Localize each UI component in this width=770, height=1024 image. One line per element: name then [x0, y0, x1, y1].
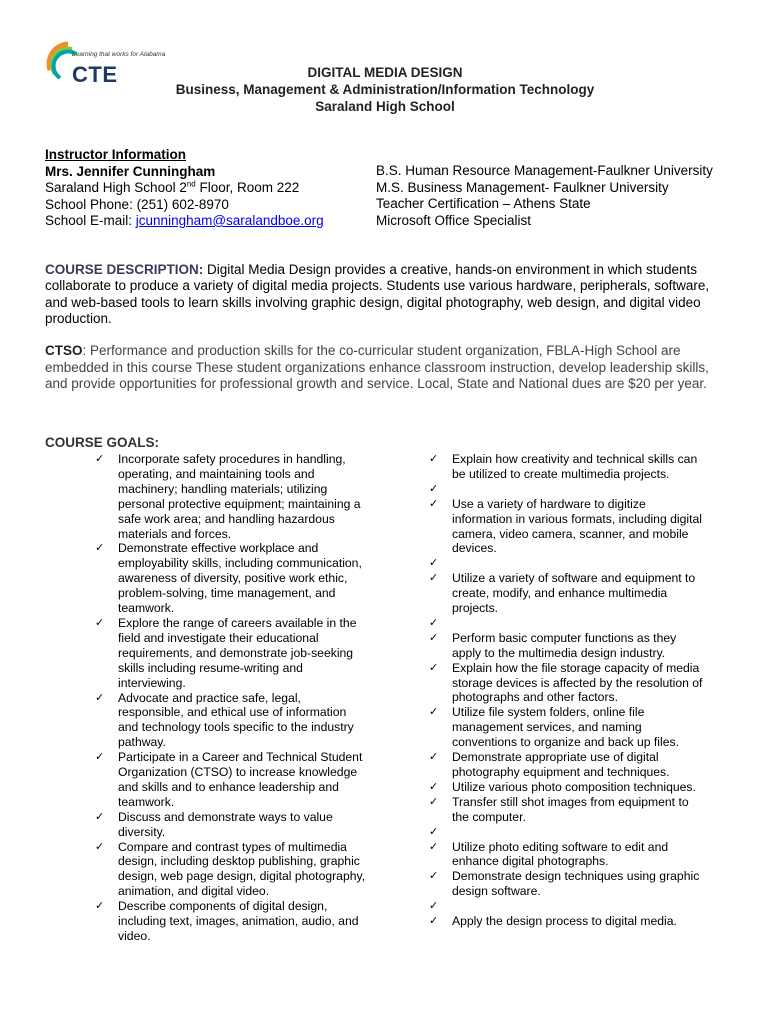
goal-item [429, 482, 704, 497]
goal-item [95, 750, 370, 810]
location-superscript: nd [186, 179, 196, 189]
goal-item [95, 616, 370, 691]
course-description-label: COURSE DESCRIPTION: [45, 262, 204, 277]
instructor-email [45, 213, 324, 230]
email-link[interactable]: jcunningham@saralandboe.org [135, 213, 324, 228]
instructor-info [45, 147, 324, 230]
goal-item [429, 616, 704, 631]
goal-item [429, 780, 704, 795]
checkmark-icon: ✓ [429, 825, 439, 838]
instructor-heading: Instructor Information [45, 147, 186, 162]
location-room: Floor, Room 222 [195, 180, 300, 195]
logo-wordmark: CTE [72, 62, 118, 87]
course-title: DIGITAL MEDIA DESIGN [307, 65, 463, 80]
goal-text: Participate in a Career and Technical Student Organization (CTSO) to increase knowledge and skills and to enhance leadership and teamwork. [118, 750, 363, 809]
checkmark-icon: ✓ [429, 557, 439, 570]
ctso-label: CTSO [45, 343, 83, 358]
document-title-block [0, 64, 770, 115]
school-name: Saraland High School [315, 99, 455, 114]
checkmark-icon: ✓ [429, 661, 439, 674]
instructor-location [45, 180, 324, 197]
credential-item: Teacher Certification – Athens State [376, 196, 591, 211]
instructor-credentials [376, 163, 713, 229]
goal-text: Demonstrate design techniques using graphic design software. [452, 869, 700, 899]
checkmark-icon: ✓ [429, 900, 439, 913]
goal-text: Transfer still shot images from equipment to the computer. [452, 794, 689, 824]
goals-right-column [429, 452, 704, 929]
goal-text [452, 899, 704, 914]
goal-item [95, 899, 370, 944]
goal-item [95, 810, 370, 840]
goal-item [429, 705, 704, 750]
instructor-phone: School Phone: (251) 602-8970 [45, 196, 229, 212]
goal-text: Compare and contrast types of multimedia design, including desktop publishing, graphic design, web page design, digital photography, animation, and digital video. [118, 839, 366, 899]
checkmark-icon: ✓ [429, 572, 439, 585]
checkmark-icon: ✓ [429, 795, 439, 808]
checkmark-icon: ✓ [95, 900, 105, 913]
goal-text: Utilize photo editing software to edit and enhance digital photographs. [452, 839, 669, 869]
goal-text: Apply the design process to digital media. [452, 914, 677, 929]
location-text: Saraland High School 2 [45, 180, 187, 195]
goal-text: Demonstrate effective workplace and employability skills, including communication, awareness of diversity, positive work ethic, problem-solving, time management, and teamwork. [118, 541, 362, 616]
checkmark-icon: ✓ [429, 453, 439, 465]
goal-item [95, 840, 370, 900]
instructor-name: Mrs. Jennifer Cunningham [45, 163, 216, 179]
goal-text: Discuss and demonstrate ways to value diversity. [118, 809, 333, 839]
checkmark-icon: ✓ [95, 691, 105, 704]
goal-text: Explain how creativity and technical skills can be utilized to create multimedia projects. [452, 452, 698, 481]
goal-text: Explain how the file storage capacity of media storage devices is affected by the resolution of photographs and other factors. [452, 660, 703, 705]
checkmark-icon: ✓ [429, 870, 439, 883]
goal-item [429, 914, 704, 929]
checkmark-icon: ✓ [429, 840, 439, 853]
goal-text: Describe components of digital design, including text, images, animation, audio, and video. [118, 899, 359, 943]
checkmark-icon: ✓ [95, 751, 105, 764]
goal-item [429, 750, 704, 780]
checkmark-icon: ✓ [429, 482, 439, 495]
goal-text: Perform basic computer functions as they apply to the multimedia design industry. [452, 630, 677, 660]
goals-left-column [95, 452, 370, 944]
goal-item [429, 556, 704, 571]
course-description-text: Digital Media Design provides a creative, hands-on environment in which students collaborate to produce a variety of digital media projects. Students use various hardware, peripherals, software, and web-based tools to learn skills involving graphic design, digital photography, web design, and digital video production. [45, 262, 710, 326]
course-cluster: Business, Management & Administration/Information Technology [175, 82, 595, 97]
goal-item [95, 452, 370, 541]
goal-text [452, 482, 704, 497]
goal-text: Utilize various photo composition techniques. [452, 779, 696, 794]
goal-item [429, 571, 704, 616]
goal-item [429, 840, 704, 870]
goal-text: Demonstrate appropriate use of digital photography equipment and techniques. [452, 750, 670, 779]
course-goals-heading: COURSE GOALS: [45, 435, 160, 450]
checkmark-icon: ✓ [429, 616, 439, 629]
checkmark-icon: ✓ [95, 616, 105, 629]
goal-item [429, 452, 704, 482]
credential-item: Microsoft Office Specialist [376, 212, 532, 228]
goal-text: Advocate and practice safe, legal, responsible, and ethical use of information and technology tools specific to the industry pathway. [118, 690, 354, 750]
checkmark-icon: ✓ [429, 706, 439, 719]
goal-item [429, 795, 704, 825]
checkmark-icon: ✓ [95, 840, 105, 853]
ctso-text: : Performance and production skills for the co-curricular student organization, FBLA-High School are embedded in this course These student organizations enhance classroom instruction, develop leadership skills, and provide opportunities for professional growth and service. Local, State and National dues are $20 per year. [45, 343, 709, 391]
goal-item [429, 497, 704, 557]
credential-item: M.S. Business Management- Faulkner University [376, 179, 669, 195]
goal-text: Explore the range of careers available in the field and investigate their educational requirements, and demonstrate job-seeking skills including resume-writing and interviewing. [118, 615, 357, 690]
goal-item [429, 899, 704, 914]
goal-item [429, 869, 704, 899]
goal-item [429, 631, 704, 661]
goal-text [452, 616, 704, 631]
goal-text: Use a variety of hardware to digitize information in various formats, including digital camera, video camera, scanner, and mobile devices. [452, 496, 702, 556]
credential-item: B.S. Human Resource Management-Faulkner University [376, 163, 713, 178]
checkmark-icon: ✓ [95, 453, 105, 465]
checkmark-icon: ✓ [429, 915, 439, 928]
checkmark-icon: ✓ [95, 810, 105, 823]
goal-text: Utilize a variety of software and equipment to create, modify, and enhance multimedia projects. [452, 571, 696, 616]
checkmark-icon: ✓ [429, 751, 439, 764]
goal-text: Utilize file system folders, online file management services, and naming conventions to organize and back up files. [452, 705, 679, 750]
checkmark-icon: ✓ [429, 780, 439, 793]
email-label: School E-mail: [45, 213, 136, 228]
logo-tagline: Learning that works for Alabama [72, 51, 166, 58]
checkmark-icon: ✓ [95, 542, 105, 555]
goal-item [95, 691, 370, 751]
checkmark-icon: ✓ [429, 631, 439, 644]
goal-item [95, 541, 370, 616]
checkmark-icon: ✓ [429, 497, 439, 510]
goal-text [452, 825, 704, 840]
goal-text: Incorporate safety procedures in handling, operating, and maintaining tools and machinery; handling materials; utilizing personal protective equipment; maintaining a safe work area; and handling hazardous materials and forces. [118, 452, 361, 541]
ctso-paragraph [45, 343, 735, 393]
goal-item [429, 661, 704, 706]
goal-item [429, 825, 704, 840]
goal-text [452, 556, 704, 571]
course-description [45, 262, 735, 327]
